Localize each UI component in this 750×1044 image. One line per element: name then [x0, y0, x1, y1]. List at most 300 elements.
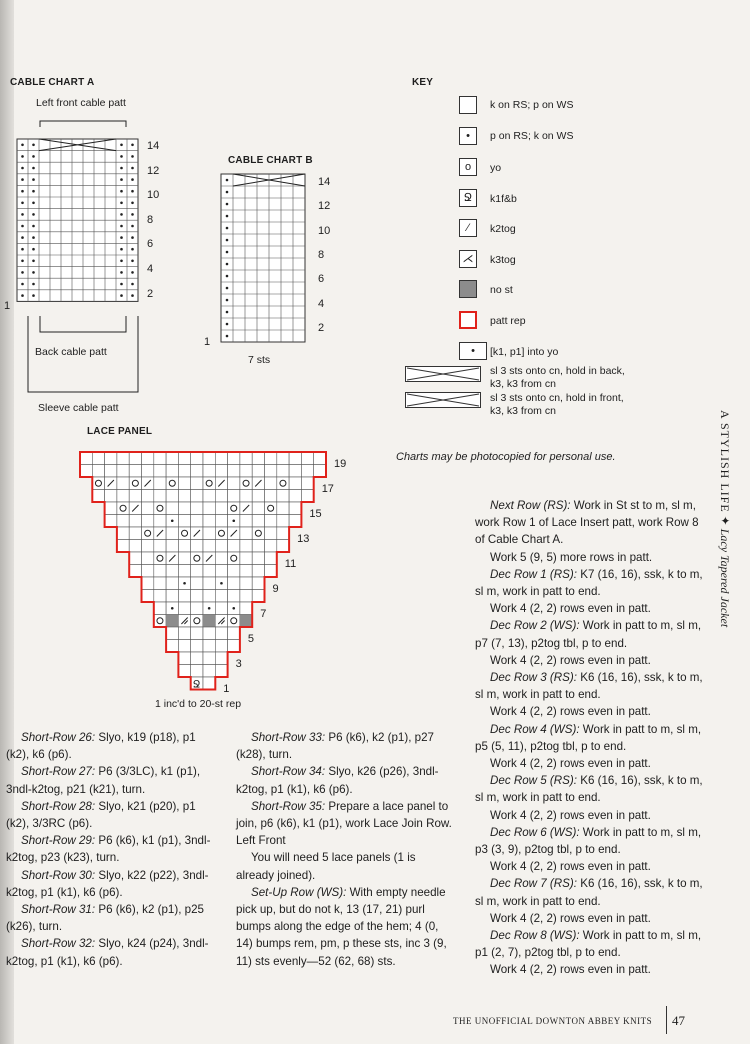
purl-dot [120, 144, 123, 147]
lace-cell [166, 477, 178, 490]
text-para: You will need 5 lace panels (1 is already joined). [236, 851, 416, 882]
cable-chart-a-brackets [14, 312, 164, 412]
row-number: 2 [318, 321, 325, 334]
key-yo-label: yo [490, 162, 502, 174]
cable-chart-b [218, 170, 318, 350]
yarn-over-icon: o [459, 158, 477, 176]
lace-cell [265, 502, 277, 515]
cable-chart-a-title: CABLE CHART A [10, 77, 95, 88]
purl-dot [131, 144, 134, 147]
lace-cell [203, 502, 215, 515]
lace-cell [215, 540, 227, 553]
lace-cell [191, 565, 203, 578]
lace-cell [240, 565, 252, 578]
lace-cell [117, 477, 129, 490]
lace-cell [228, 640, 240, 653]
lace-cell [92, 465, 104, 478]
lace-cell [142, 490, 154, 503]
purl-dot [21, 225, 24, 228]
purl-dot [226, 203, 229, 206]
purl-dot [226, 311, 229, 314]
running-footer-title: THE UNOFFICIAL DOWNTON ABBEY KNITS [453, 1016, 653, 1026]
purl-dot [131, 178, 134, 181]
lace-cell [117, 515, 129, 528]
k2tog-icon: ⁄ [459, 219, 477, 237]
row-number: 8 [318, 248, 325, 261]
text-para: Short-Row 32: Slyo, k24 (p24), 3ndl-k2tog, p1 (k1), k6 (p6). [6, 937, 209, 968]
lace-cell [203, 665, 215, 678]
purl-dot [21, 155, 24, 158]
lace-cell [191, 540, 203, 553]
lace-cell [203, 465, 215, 478]
lace-cell [265, 565, 277, 578]
lace-panel-caption: 1 inc'd to 20-st rep [155, 698, 242, 710]
purl-dot [131, 260, 134, 263]
row-number: 11 [284, 558, 297, 570]
purl-dot [131, 225, 134, 228]
purl-dot [131, 294, 134, 297]
text-para: Short-Row 33: P6 (k6), k2 (p1), p27 (k28), turn. [236, 731, 435, 762]
row-number: 7 [260, 608, 267, 620]
lace-cell [154, 565, 166, 578]
lace-cell [240, 602, 252, 615]
purl-dot [131, 271, 134, 274]
lace-cell [178, 590, 190, 603]
lace-cell [228, 465, 240, 478]
lace-cell [203, 527, 215, 540]
lace-cell [301, 477, 313, 490]
purl-dot [120, 271, 123, 274]
purl-dot [131, 236, 134, 239]
purl-dot [21, 260, 24, 263]
lace-cell [252, 515, 264, 528]
purl-dot [120, 190, 123, 193]
text-para: Short-Row 35: Prepare a lace panel to join, p6 (k6), k1 (p1), work Lace Join Row. [236, 799, 452, 831]
purl-dot [183, 582, 186, 585]
purl-dot [120, 178, 123, 181]
lace-cell [289, 477, 301, 490]
purl-dot [226, 335, 229, 338]
lace-cell [265, 527, 277, 540]
lace-cell [252, 565, 264, 578]
purl-dot [226, 323, 229, 326]
key-cable-front-label: sl 3 sts onto cn, hold in front, k3, k3 from cn [490, 392, 624, 417]
lace-cell [240, 490, 252, 503]
purl-dot [120, 283, 123, 286]
lace-cell [178, 552, 190, 565]
purl-dot [171, 607, 174, 610]
lace-cell [178, 627, 190, 640]
lace-cell [166, 577, 178, 590]
lace-cell [289, 490, 301, 503]
row-number: 19 [334, 458, 347, 470]
text-para: Work 4 (2, 2) rows even in patt. [490, 963, 651, 977]
purl-dot [226, 239, 229, 242]
lace-cell [154, 452, 166, 465]
lace-cell [265, 452, 277, 465]
left-front-cable-label: Left front cable patt [36, 97, 126, 109]
purl-dot [32, 167, 35, 170]
text-para: Work 4 (2, 2) rows even in patt. [490, 808, 651, 822]
purl-dot [232, 607, 235, 610]
lace-cell [178, 540, 190, 553]
lace-cell [154, 615, 166, 628]
lace-cell [154, 490, 166, 503]
lace-cell [252, 540, 264, 553]
purl-dot [21, 190, 24, 193]
purl-dot [226, 299, 229, 302]
side-ornament-icon: ✦ [718, 515, 732, 526]
lace-cell [277, 490, 289, 503]
lace-cell [203, 540, 215, 553]
cable-chart-b-title: CABLE CHART B [228, 155, 313, 166]
lace-cell [228, 565, 240, 578]
lace-cell [314, 465, 326, 478]
lace-cell [166, 465, 178, 478]
photocopy-note: Charts may be photocopied for personal use. [396, 451, 616, 463]
text-para: Work 4 (2, 2) rows even in patt. [490, 860, 651, 874]
lace-cell [178, 490, 190, 503]
lace-cell [105, 465, 117, 478]
lace-cell [191, 477, 203, 490]
purl-dot-icon: • [459, 127, 477, 145]
lace-cell [178, 565, 190, 578]
text-para: Dec Row 6 (WS): Work in patt to m, sl m, p3 (3, 9), p2tog tbl, p to end. [475, 825, 702, 857]
lace-cell [129, 527, 141, 540]
text-para: Next Row (RS): Work in St st to m, sl m, work Row 1 of Lace Insert patt, work Row 8 of Cable Chart A. [475, 499, 699, 547]
lace-cell [154, 502, 166, 515]
row-number: 5 [247, 633, 255, 645]
lace-cell [301, 465, 313, 478]
purl-dot [220, 582, 223, 585]
lace-cell [117, 490, 129, 503]
text-para: Short-Row 30: Slyo, k22 (p22), 3ndl-k2tog, p1 (k1), k6 (p6). [6, 868, 209, 899]
purl-dot [120, 248, 123, 251]
side-title-jacket: Lacy Tapered Jacket [718, 528, 732, 628]
lace-cell [191, 502, 203, 515]
lace-cell [105, 502, 117, 515]
row-number: 4 [147, 263, 154, 275]
lace-cell [240, 452, 252, 465]
lace-cell [105, 515, 117, 528]
lace-cell [277, 477, 289, 490]
lace-cell [215, 490, 227, 503]
lace-cell [240, 590, 252, 603]
purl-dot [131, 190, 134, 193]
key-k1fb-label: k1f&b [490, 193, 517, 205]
lace-cell [178, 652, 190, 665]
lace-cell [277, 452, 289, 465]
text-para: Short-Row 27: P6 (3/3LC), k1 (p1), 3ndl-k2tog, p21 (k21), turn. [6, 765, 201, 796]
lace-cell [228, 615, 240, 628]
lace-cell [166, 590, 178, 603]
purl-dot [21, 236, 24, 239]
purl-dot [131, 213, 134, 216]
side-running-title [712, 410, 736, 670]
lace-cell [178, 502, 190, 515]
purl-dot [21, 283, 24, 286]
lace-cell [301, 452, 313, 465]
lace-cell [117, 527, 129, 540]
lace-cell [166, 527, 178, 540]
lace-cell [129, 477, 141, 490]
purl-dot [32, 294, 35, 297]
row-number: 15 [309, 508, 322, 520]
lace-cell [154, 477, 166, 490]
row-number: 1 [223, 683, 230, 695]
instructions-column-3 [475, 497, 703, 979]
lace-cell [142, 465, 154, 478]
no-stitch-cell [166, 615, 178, 628]
row-number: 17 [321, 483, 334, 495]
lace-cell [228, 627, 240, 640]
purl-dot [32, 213, 35, 216]
lace-cell [129, 515, 141, 528]
text-para: Work 4 (2, 2) rows even in patt. [490, 602, 651, 616]
lace-cell [203, 652, 215, 665]
row-number: 9 [272, 583, 279, 595]
purl-dot [226, 263, 229, 266]
purl-dot [21, 178, 24, 181]
lace-cell [142, 552, 154, 565]
lace-cell [117, 465, 129, 478]
lace-cell [178, 640, 190, 653]
lace-cell [191, 640, 203, 653]
purl-dot [120, 213, 123, 216]
purl-dot [171, 519, 174, 522]
lace-cell [166, 565, 178, 578]
key-purl-label: p on RS; k on WS [490, 130, 574, 142]
lace-cell [228, 502, 240, 515]
page-number: 47 [672, 1013, 685, 1028]
lace-cell [191, 452, 203, 465]
purl-dot [21, 167, 24, 170]
lace-cell [92, 477, 104, 490]
lace-cell [301, 490, 313, 503]
lace-cell [228, 590, 240, 603]
lace-cell [240, 477, 252, 490]
cable-chart-a [14, 112, 164, 322]
purl-dot [21, 248, 24, 251]
key-knit-label: k on RS; p on WS [490, 99, 574, 111]
lace-cell [166, 502, 178, 515]
lace-cell [265, 552, 277, 565]
lace-cell [105, 490, 117, 503]
lace-cell [252, 577, 264, 590]
lace-cell [203, 590, 215, 603]
key-k3tog-label: k3tog [490, 254, 516, 266]
row-number: 12 [147, 164, 160, 177]
lace-cell [191, 602, 203, 615]
row-number: 6 [318, 273, 325, 286]
lace-cell [142, 577, 154, 590]
lace-cell [117, 540, 129, 553]
lace-cell [203, 477, 215, 490]
lace-cell [203, 577, 215, 590]
k3tog-icon: ⋌ [459, 250, 477, 268]
lace-cell [203, 627, 215, 640]
lace-cell [203, 565, 215, 578]
lace-cell [142, 540, 154, 553]
purl-dot [120, 225, 123, 228]
lace-cell [228, 540, 240, 553]
lace-cell [215, 640, 227, 653]
lace-cell [215, 652, 227, 665]
lace-cell [240, 540, 252, 553]
lace-cell [289, 502, 301, 515]
lace-cell [240, 577, 252, 590]
row-number: 14 [147, 140, 160, 152]
purl-dot [226, 215, 229, 218]
no-stitch-cell [203, 615, 215, 628]
lace-cell [215, 502, 227, 515]
knit-symbol-icon [459, 96, 477, 114]
text-para: Dec Row 2 (WS): Work in patt to m, sl m, p7 (7, 13), p2tog tbl, p to end. [475, 619, 702, 650]
lace-cell [129, 490, 141, 503]
lace-cell [154, 540, 166, 553]
text-para: Dec Row 3 (RS): K6 (16, 16), ssk, k to m, sl m, work in patt to end. [475, 671, 703, 702]
lace-cell [129, 540, 141, 553]
lace-cell [142, 590, 154, 603]
lace-cell [166, 540, 178, 553]
lace-cell [215, 515, 227, 528]
purl-dot [120, 202, 123, 205]
lace-cell [166, 640, 178, 653]
cable-chart-b-sts: 7 sts [248, 354, 271, 366]
row-number: 12 [318, 200, 331, 213]
purl-dot [32, 178, 35, 181]
lace-cell [240, 552, 252, 565]
lace-panel-chart [70, 440, 330, 700]
purl-dot [131, 283, 134, 286]
row-number: 8 [147, 213, 154, 226]
key-k2tog-label: k2tog [490, 223, 516, 235]
lace-cell [252, 490, 264, 503]
back-cable-label: Back cable patt [35, 346, 107, 358]
lace-cell [265, 540, 277, 553]
lace-cell [215, 602, 227, 615]
purl-dot [120, 155, 123, 158]
lace-panel-title: LACE PANEL [87, 426, 153, 437]
lace-cell [215, 665, 227, 678]
purl-dot [131, 248, 134, 251]
purl-dot [120, 167, 123, 170]
text-para: Work 4 (2, 2) rows even in patt. [490, 705, 651, 719]
row-number: 13 [297, 533, 310, 545]
lace-cell [265, 490, 277, 503]
purl-dot [32, 236, 35, 239]
lace-cell [191, 665, 203, 678]
lace-cell [92, 490, 104, 503]
lace-cell [154, 515, 166, 528]
lace-cell [191, 577, 203, 590]
lace-cell [142, 502, 154, 515]
purl-dot [226, 251, 229, 254]
text-para: Work 4 (2, 2) rows even in patt. [490, 757, 651, 771]
purl-dot [226, 275, 229, 278]
text-para: Short-Row 31: P6 (k6), k2 (p1), p25 (k26), turn. [6, 903, 205, 934]
purl-dot [120, 236, 123, 239]
lace-cell [228, 490, 240, 503]
no-stitch-icon [459, 280, 477, 298]
text-para: Short-Row 26: Slyo, k19 (p18), p1 (k2), k6 (p6). [6, 731, 196, 762]
purl-dot [120, 294, 123, 297]
lace-cell [215, 465, 227, 478]
lace-cell [203, 515, 215, 528]
purl-dot [32, 248, 35, 251]
purl-dot [32, 283, 35, 286]
lace-cell [117, 452, 129, 465]
lace-cell [129, 452, 141, 465]
purl-dot [131, 155, 134, 158]
purl-dot [131, 202, 134, 205]
key-cable-back-label: sl 3 sts onto cn, hold in back, k3, k3 from cn [490, 365, 625, 390]
lace-cell [142, 452, 154, 465]
lace-cell [289, 515, 301, 528]
lace-cell [178, 665, 190, 678]
lace-cell [215, 452, 227, 465]
lace-cell [265, 465, 277, 478]
lace-cell [129, 565, 141, 578]
lace-cell [203, 640, 215, 653]
lace-cell [117, 502, 129, 515]
text-para: Dec Row 8 (WS): Work in patt to m, sl m, p1 (2, 7), p2tog tbl, p to end. [475, 929, 702, 960]
lace-cell [191, 465, 203, 478]
lace-cell [228, 452, 240, 465]
lace-cell [277, 502, 289, 515]
lace-cell [215, 565, 227, 578]
purl-dot [32, 260, 35, 263]
cable-chart-a-row-one: 1 [4, 300, 11, 312]
lace-cell [92, 452, 104, 465]
lace-cell [142, 515, 154, 528]
row-number: 14 [318, 176, 331, 188]
lace-cell [191, 515, 203, 528]
lace-cell [178, 465, 190, 478]
lace-cell [277, 540, 289, 553]
lace-cell [105, 452, 117, 465]
lace-cell [228, 477, 240, 490]
k1p1-into-yo-icon: • [459, 342, 487, 360]
purl-dot [120, 260, 123, 263]
lace-cell [178, 477, 190, 490]
lace-cell [215, 590, 227, 603]
lace-cell [166, 452, 178, 465]
lace-cell [166, 490, 178, 503]
text-para: Dec Row 5 (RS): K6 (16, 16), ssk, k to m, sl m, work in patt to end. [475, 774, 703, 805]
lace-cell [252, 465, 264, 478]
purl-dot [226, 227, 229, 230]
lace-cell [191, 627, 203, 640]
text-para: Short-Row 28: Slyo, k21 (p20), p1 (k2), 3/3RC (p6). [6, 799, 196, 831]
lace-cell [203, 490, 215, 503]
lace-cell [129, 465, 141, 478]
lace-cell [178, 452, 190, 465]
lace-cell [265, 515, 277, 528]
instructions-column-1 [6, 729, 218, 970]
lace-cell [154, 465, 166, 478]
row-number: 6 [147, 238, 154, 251]
purl-dot [21, 144, 24, 147]
lace-cell [178, 527, 190, 540]
lace-cell [277, 515, 289, 528]
text-para: Work 4 (2, 2) rows even in patt. [490, 653, 651, 667]
pattern-repeat-icon [459, 311, 477, 329]
k1fb-mark: Ջ [192, 679, 201, 691]
lace-cell [154, 577, 166, 590]
purl-dot [32, 225, 35, 228]
lace-cell [252, 527, 264, 540]
